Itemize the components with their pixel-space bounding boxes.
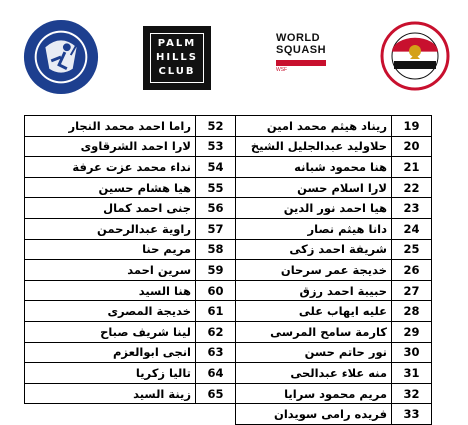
right-player-number: 29 — [392, 321, 432, 342]
left-player-number: 58 — [196, 239, 236, 260]
left-player-number: 52 — [196, 116, 236, 137]
right-player-number: 27 — [392, 280, 432, 301]
left-player-name: لينا شريف صباح — [25, 321, 196, 342]
table-row — [25, 218, 432, 239]
table-row — [25, 383, 432, 404]
table-row — [25, 239, 432, 260]
left-player-number: 62 — [196, 321, 236, 342]
right-player-name: فريده رامى سويدان — [236, 404, 392, 425]
right-player-name: نور حاتم حسن — [236, 342, 392, 363]
left-player-number — [196, 404, 236, 425]
table-row — [25, 177, 432, 198]
left-player-number: 59 — [196, 260, 236, 281]
left-player-number: 56 — [196, 198, 236, 219]
right-player-number: 19 — [392, 116, 432, 137]
arab-squash-federation-logo — [22, 18, 100, 96]
right-player-number: 25 — [392, 239, 432, 260]
left-player-name: انجى ابوالعزم — [25, 342, 196, 363]
left-player-number: 64 — [196, 363, 236, 384]
left-player-name: جنى احمد كمال — [25, 198, 196, 219]
left-player-name: سرين احمد — [25, 260, 196, 281]
right-player-number: 24 — [392, 218, 432, 239]
left-player-number: 53 — [196, 136, 236, 157]
egyptian-squash-federation-logo — [380, 21, 450, 91]
right-player-number: 33 — [392, 404, 432, 425]
table-row — [25, 136, 432, 157]
left-player-name: مريم حنا — [25, 239, 196, 260]
right-player-name: لارا اسلام حسن — [236, 177, 392, 198]
left-player-number: 57 — [196, 218, 236, 239]
left-player-name: راما احمد محمد النجار — [25, 116, 196, 137]
palm-hills-line3: CLUB — [158, 66, 196, 77]
players-table — [24, 115, 432, 425]
logo-bar — [0, 0, 468, 100]
right-player-name: حلاوليد عبدالجليل الشيخ — [236, 136, 392, 157]
right-player-name: كارمة سامح المرسى — [236, 321, 392, 342]
table-row — [25, 260, 432, 281]
right-player-name: مريم محمود سرايا — [236, 383, 392, 404]
right-player-number: 28 — [392, 301, 432, 322]
left-player-name: هنا السيد — [25, 280, 196, 301]
palm-hills-club-logo — [143, 26, 211, 90]
left-player-name: هيا هشام حسين — [25, 177, 196, 198]
world-squash-tag: WSF — [276, 67, 288, 73]
right-player-number: 20 — [392, 136, 432, 157]
palm-hills-line2: HILLS — [155, 52, 199, 63]
right-player-name: دانا هيثم نصار — [236, 218, 392, 239]
left-player-name: خديجة المصرى — [25, 301, 196, 322]
right-player-name: منه علاء عبدالحى — [236, 363, 392, 384]
right-player-name: حبيبة احمد رزق — [236, 280, 392, 301]
right-player-number: 32 — [392, 383, 432, 404]
right-player-name: هنا محمود شبانه — [236, 157, 392, 178]
table-row — [25, 363, 432, 384]
left-player-name: نداء محمد عزت عرفة — [25, 157, 196, 178]
table-row — [25, 342, 432, 363]
right-player-name: هيا احمد نور الدين — [236, 198, 392, 219]
world-squash-logo — [276, 32, 336, 82]
right-player-number: 30 — [392, 342, 432, 363]
left-player-number: 65 — [196, 383, 236, 404]
right-player-name: شريفة احمد زكى — [236, 239, 392, 260]
left-player-number: 60 — [196, 280, 236, 301]
table-row — [25, 116, 432, 137]
table-row — [25, 404, 432, 425]
left-player-number: 54 — [196, 157, 236, 178]
table-row — [25, 198, 432, 219]
table-row — [25, 157, 432, 178]
left-player-number: 61 — [196, 301, 236, 322]
left-player-name — [25, 404, 196, 425]
palm-hills-frame — [150, 33, 204, 83]
left-player-name: تاليا زكريا — [25, 363, 196, 384]
right-player-name: ريناد هيثم محمد امين — [236, 116, 392, 137]
palm-hills-line1: PALM — [157, 38, 197, 49]
left-player-name: زينة السيد — [25, 383, 196, 404]
players-table-body — [25, 116, 432, 425]
table-row — [25, 280, 432, 301]
world-squash-red-bar — [276, 60, 326, 66]
right-player-name: خديجة عمر سرحان — [236, 260, 392, 281]
left-player-number: 63 — [196, 342, 236, 363]
left-player-name: لارا احمد الشرقاوى — [25, 136, 196, 157]
world-squash-line1: WORLD — [276, 32, 321, 44]
left-player-name: راوية عبدالرحمن — [25, 218, 196, 239]
right-player-number: 22 — [392, 177, 432, 198]
right-player-name: عليه ايهاب على — [236, 301, 392, 322]
right-player-number: 31 — [392, 363, 432, 384]
right-player-number: 23 — [392, 198, 432, 219]
table-row — [25, 321, 432, 342]
world-squash-line2: SQUASH — [276, 44, 327, 56]
left-player-number: 55 — [196, 177, 236, 198]
table-row — [25, 301, 432, 322]
right-player-number: 26 — [392, 260, 432, 281]
right-player-number: 21 — [392, 157, 432, 178]
